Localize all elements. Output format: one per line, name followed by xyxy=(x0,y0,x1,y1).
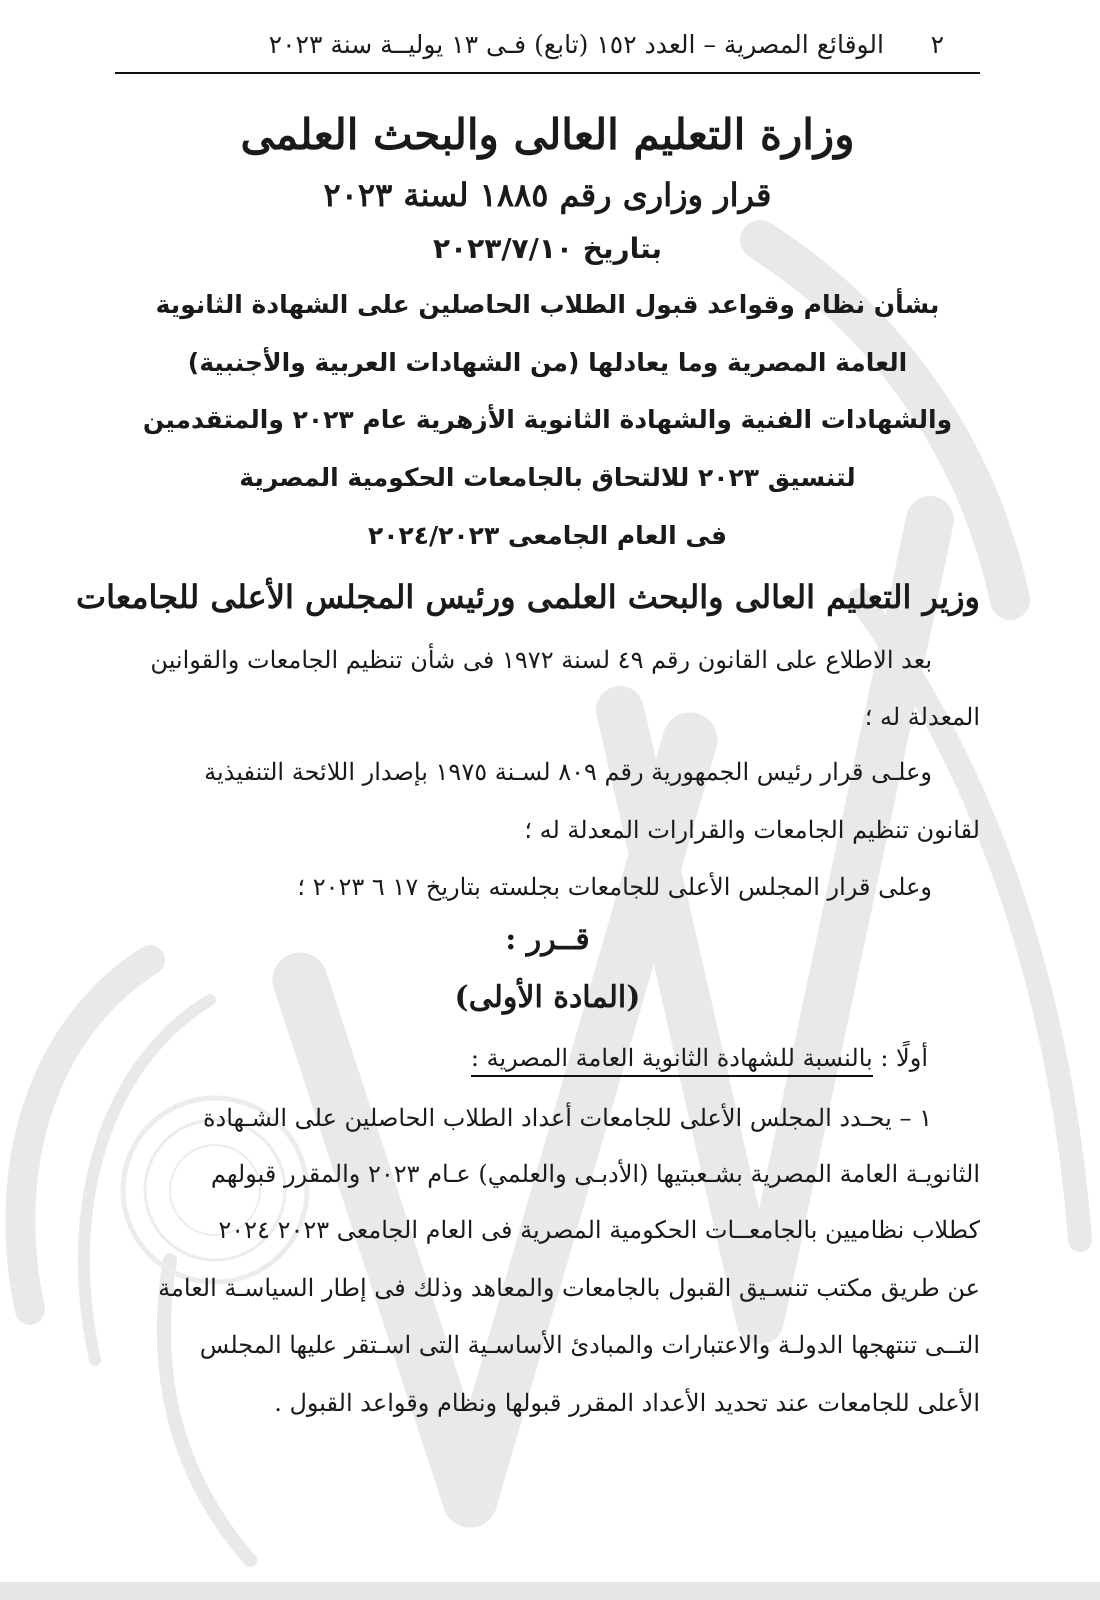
paragraph-line: كطلاب نظاميين بالجامعــات الحكومية المصرية فى العام الجامعى ٢٠٢٣ ٢٠٢٤ xyxy=(218,1216,980,1244)
subject-line: العامة المصرية وما يعادلها (من الشهادات العربية والأجنبية) xyxy=(187,348,908,377)
header-rule xyxy=(115,72,980,74)
page-number: ٢ xyxy=(930,30,944,59)
first-section-heading xyxy=(471,1038,928,1078)
subject-line: بشأن نظام وقواعد قبول الطلاب الحاصلين على الشهادة الثانوية xyxy=(155,290,940,319)
subject-line: فى العام الجامعى ٢٠٢٤/٢٠٢٣ xyxy=(368,521,727,550)
preamble-line: بعد الاطلاع على القانون رقم ٤٩ لسنة ١٩٧٢ فى شأن تنظيم الجامعات والقوانين xyxy=(150,646,932,674)
decree-title: قرار وزارى رقم ١٨٨٥ لسنة ٢٠٢٣ xyxy=(323,176,772,214)
gazette-page xyxy=(76,0,980,1600)
paragraph-line: عن طريق مكتب تنسـيق القبول بالجامعات والمعاهد وذلك فى إطار السياسـة العامة xyxy=(158,1274,980,1302)
gazette-title: الوقائع المصرية – العدد ١٥٢ (تابع) فـى ١٣ يوليــة سنة ٢٠٢٣ xyxy=(268,30,884,59)
viewer-bottom-bar xyxy=(0,1582,1100,1600)
running-header xyxy=(115,28,980,62)
decided-heading: قــرر : xyxy=(505,922,590,957)
paragraph-line: التــى تنتهجها الدولـة والاعتبارات والمبادئ الأساسـية التى اسـتقر عليها المجلس xyxy=(199,1331,980,1359)
subject-line: لتنسيق ٢٠٢٣ للالتحاق بالجامعات الحكومية المصرية xyxy=(239,463,856,492)
preamble-line: المعدلة له ؛ xyxy=(864,703,980,731)
subject-line: والشهادات الفنية والشهادة الثانوية الأزهرية عام ٢٠٢٣ والمتقدمين xyxy=(142,405,953,434)
preamble-line: لقانون تنظيم الجامعات والقرارات المعدلة له ؛ xyxy=(524,816,980,844)
paragraph-line: الأعلى للجامعات عند تحديد الأعداد المقرر قبولها ونظام وقواعد القبول . xyxy=(274,1389,980,1417)
preamble-line: وعلى قرار المجلس الأعلى للجامعات بجلسته بتاريخ ١٧ ٦ ٢٠٢٣ ؛ xyxy=(297,873,932,901)
first-section-label: أولًا : xyxy=(880,1044,928,1072)
article-title: (المادة الأولى) xyxy=(454,980,641,1015)
decree-date: بتاريخ ٢٠٢٣/٧/١٠ xyxy=(432,232,663,265)
preamble-line: وعلـى قرار رئيس الجمهورية رقم ٨٠٩ لسـنة ١٩٧٥ بإصدار اللائحة التنفيذية xyxy=(204,758,932,786)
first-section-subject: بالنسبة للشهادة الثانوية العامة المصرية : xyxy=(471,1044,873,1077)
paragraph-line: ١ – يحـدد المجلس الأعلى للجامعات أعداد الطلاب الحاصلين على الشـهادة xyxy=(202,1104,932,1132)
minister-heading: وزير التعليم العالى والبحث العلمى ورئيس المجلس الأعلى للجامعات xyxy=(76,578,980,616)
paragraph-line: الثانويـة العامة المصرية بشـعبتيها (الأدبـى والعلمي) عـام ٢٠٢٣ والمقرر قبولهم xyxy=(210,1160,980,1188)
ministry-title: وزارة التعليم العالى والبحث العلمى xyxy=(240,110,855,159)
